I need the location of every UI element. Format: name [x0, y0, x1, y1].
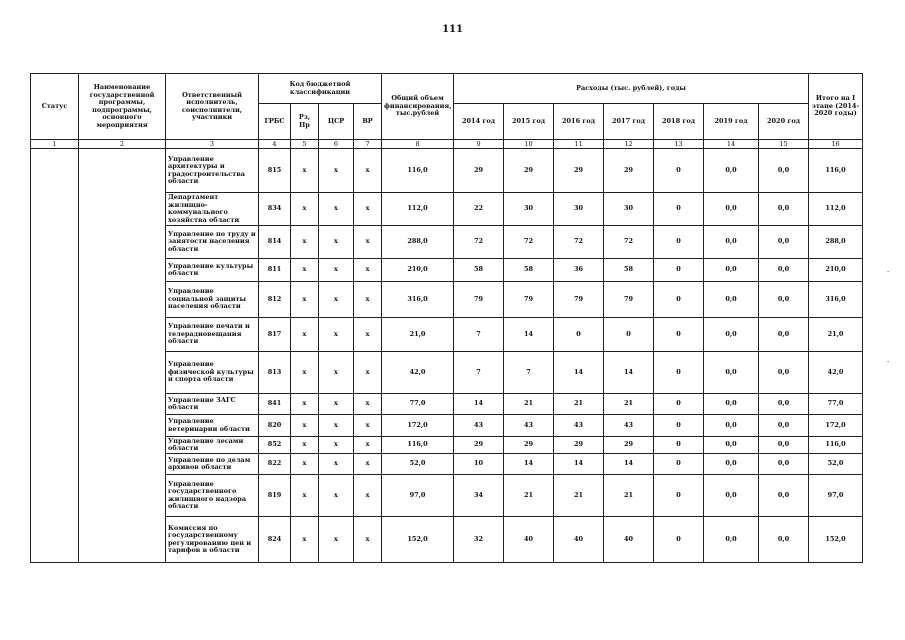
- total-cell: 116,0: [382, 437, 454, 454]
- csr-cell: х: [319, 352, 354, 394]
- rz-pr-cell: х: [291, 415, 319, 437]
- csr-cell: х: [319, 259, 354, 282]
- year-2019-cell: 0,0: [704, 282, 759, 318]
- year-2020-cell: 0,0: [759, 226, 809, 259]
- column-number: 13: [654, 140, 704, 149]
- column-number: 7: [354, 140, 382, 149]
- year-2017-cell: 29: [604, 149, 654, 193]
- grbs-cell: 813: [259, 352, 291, 394]
- year-2014-cell: 14: [454, 394, 504, 415]
- year-2016-cell: 29: [554, 437, 604, 454]
- year-2017-cell: 14: [604, 454, 654, 475]
- column-number: 14: [704, 140, 759, 149]
- year-2015-cell: 79: [504, 282, 554, 318]
- year-2014-cell: 79: [454, 282, 504, 318]
- year-2014-cell: 34: [454, 475, 504, 517]
- executor-cell: Управление ЗАГС области: [166, 394, 259, 415]
- rz-pr-cell: х: [291, 517, 319, 563]
- rz-pr-cell: х: [291, 437, 319, 454]
- year-2019-cell: 0,0: [704, 318, 759, 352]
- year-2015-cell: 43: [504, 415, 554, 437]
- year-2016-cell: 30: [554, 193, 604, 226]
- year-2019-cell: 0,0: [704, 517, 759, 563]
- column-number: 8: [382, 140, 454, 149]
- year-2014-cell: 29: [454, 437, 504, 454]
- csr-cell: х: [319, 149, 354, 193]
- scan-mark: -: [887, 268, 890, 276]
- csr-cell: х: [319, 437, 354, 454]
- year-2017-cell: 40: [604, 517, 654, 563]
- year-2018-cell: 0: [654, 282, 704, 318]
- year-2019-cell: 0,0: [704, 193, 759, 226]
- year-2017-cell: 0: [604, 318, 654, 352]
- year-2015-cell: 14: [504, 454, 554, 475]
- column-number: 1: [31, 140, 79, 149]
- year-2020-cell: 0,0: [759, 193, 809, 226]
- grbs-cell: 852: [259, 437, 291, 454]
- vr-cell: х: [354, 415, 382, 437]
- year-2016-cell: 43: [554, 415, 604, 437]
- vr-cell: х: [354, 352, 382, 394]
- year-2015-cell: 29: [504, 149, 554, 193]
- year-2016-cell: 21: [554, 394, 604, 415]
- stage-total-cell: 97,0: [809, 475, 863, 517]
- year-2015-cell: 40: [504, 517, 554, 563]
- total-cell: 210,0: [382, 259, 454, 282]
- rz-pr-cell: х: [291, 149, 319, 193]
- year-2015-cell: 21: [504, 475, 554, 517]
- rz-pr-cell: х: [291, 282, 319, 318]
- csr-cell: х: [319, 193, 354, 226]
- year-2016-cell: 79: [554, 282, 604, 318]
- total-cell: 77,0: [382, 394, 454, 415]
- executor-cell: Управление печати и телерадиовещания области: [166, 318, 259, 352]
- column-number: 9: [454, 140, 504, 149]
- total-cell: 52,0: [382, 454, 454, 475]
- header-year-2017: 2017 год: [604, 104, 654, 140]
- year-2015-cell: 72: [504, 226, 554, 259]
- page-number: 111: [442, 24, 463, 35]
- rz-pr-cell: х: [291, 226, 319, 259]
- stage-total-cell: 52,0: [809, 454, 863, 475]
- header-grbs: ГРБС: [259, 104, 291, 140]
- year-2018-cell: 0: [654, 193, 704, 226]
- header-year-2019: 2019 год: [704, 104, 759, 140]
- total-cell: 97,0: [382, 475, 454, 517]
- grbs-cell: 834: [259, 193, 291, 226]
- year-2020-cell: 0,0: [759, 517, 809, 563]
- executor-cell: Департамент жилищно-коммунального хозяйства области: [166, 193, 259, 226]
- year-2014-cell: 22: [454, 193, 504, 226]
- total-cell: 152,0: [382, 517, 454, 563]
- header-program-name: Наименование государственной программы, подпрограммы, основного мероприятия: [79, 74, 166, 140]
- grbs-cell: 822: [259, 454, 291, 475]
- vr-cell: х: [354, 517, 382, 563]
- header-expenses: Расходы (тыс. рублей), годы: [454, 74, 809, 104]
- year-2018-cell: 0: [654, 318, 704, 352]
- grbs-cell: 814: [259, 226, 291, 259]
- header-year-2015: 2015 год: [504, 104, 554, 140]
- total-cell: 116,0: [382, 149, 454, 193]
- year-2014-cell: 72: [454, 226, 504, 259]
- year-2019-cell: 0,0: [704, 437, 759, 454]
- executor-cell: Управление физической культуры и спорта области: [166, 352, 259, 394]
- stage-total-cell: 21,0: [809, 318, 863, 352]
- grbs-cell: 811: [259, 259, 291, 282]
- stage-total-cell: 42,0: [809, 352, 863, 394]
- rz-pr-cell: х: [291, 193, 319, 226]
- stage-total-cell: 152,0: [809, 517, 863, 563]
- year-2014-cell: 7: [454, 352, 504, 394]
- grbs-cell: 815: [259, 149, 291, 193]
- vr-cell: х: [354, 437, 382, 454]
- vr-cell: х: [354, 318, 382, 352]
- year-2019-cell: 0,0: [704, 226, 759, 259]
- csr-cell: х: [319, 517, 354, 563]
- column-number: 11: [554, 140, 604, 149]
- header-status: Статус: [31, 74, 79, 140]
- year-2017-cell: 72: [604, 226, 654, 259]
- scan-mark: -: [887, 358, 890, 366]
- executor-cell: Управление лесами области: [166, 437, 259, 454]
- total-cell: 316,0: [382, 282, 454, 318]
- year-2017-cell: 43: [604, 415, 654, 437]
- stage-total-cell: 116,0: [809, 149, 863, 193]
- year-2018-cell: 0: [654, 454, 704, 475]
- rz-pr-cell: х: [291, 454, 319, 475]
- year-2016-cell: 36: [554, 259, 604, 282]
- year-2014-cell: 58: [454, 259, 504, 282]
- column-number: 12: [604, 140, 654, 149]
- column-number: 16: [809, 140, 863, 149]
- year-2016-cell: 72: [554, 226, 604, 259]
- year-2018-cell: 0: [654, 352, 704, 394]
- header-year-2020: 2020 год: [759, 104, 809, 140]
- grbs-cell: 841: [259, 394, 291, 415]
- year-2015-cell: 14: [504, 318, 554, 352]
- vr-cell: х: [354, 394, 382, 415]
- year-2015-cell: 7: [504, 352, 554, 394]
- vr-cell: х: [354, 475, 382, 517]
- stage-total-cell: 116,0: [809, 437, 863, 454]
- header-executor: Ответственный исполнитель, соисполнители, участники: [166, 74, 259, 140]
- header-total-volume: Общий объем финансирования, тыс.рублей: [382, 74, 454, 140]
- year-2020-cell: 0,0: [759, 454, 809, 475]
- rz-pr-cell: х: [291, 394, 319, 415]
- year-2018-cell: 0: [654, 394, 704, 415]
- column-number: 5: [291, 140, 319, 149]
- year-2014-cell: 32: [454, 517, 504, 563]
- rz-pr-cell: х: [291, 352, 319, 394]
- year-2020-cell: 0,0: [759, 149, 809, 193]
- executor-cell: Управление архитектуры и градостроительства области: [166, 149, 259, 193]
- csr-cell: х: [319, 226, 354, 259]
- rz-pr-cell: х: [291, 318, 319, 352]
- executor-cell: Управление ветеринарии области: [166, 415, 259, 437]
- year-2016-cell: 0: [554, 318, 604, 352]
- year-2014-cell: 29: [454, 149, 504, 193]
- grbs-cell: 819: [259, 475, 291, 517]
- table-header: [31, 74, 863, 149]
- executor-cell: Управление государственного жилищного надзора области: [166, 475, 259, 517]
- column-number: 10: [504, 140, 554, 149]
- year-2018-cell: 0: [654, 475, 704, 517]
- stage-total-cell: 316,0: [809, 282, 863, 318]
- year-2015-cell: 21: [504, 394, 554, 415]
- vr-cell: х: [354, 149, 382, 193]
- year-2019-cell: 0,0: [704, 394, 759, 415]
- year-2017-cell: 58: [604, 259, 654, 282]
- year-2017-cell: 29: [604, 437, 654, 454]
- csr-cell: х: [319, 415, 354, 437]
- total-cell: 288,0: [382, 226, 454, 259]
- header-year-2018: 2018 год: [654, 104, 704, 140]
- year-2020-cell: 0,0: [759, 415, 809, 437]
- year-2020-cell: 0,0: [759, 259, 809, 282]
- year-2020-cell: 0,0: [759, 282, 809, 318]
- header-budget-code: Код бюджетной классификации: [259, 74, 382, 104]
- header-rz-pr: Рз, Пр: [291, 104, 319, 140]
- year-2015-cell: 30: [504, 193, 554, 226]
- year-2016-cell: 14: [554, 454, 604, 475]
- executor-cell: Управление социальной защиты населения области: [166, 282, 259, 318]
- year-2018-cell: 0: [654, 149, 704, 193]
- header-csr: ЦСР: [319, 104, 354, 140]
- grbs-cell: 812: [259, 282, 291, 318]
- year-2014-cell: 43: [454, 415, 504, 437]
- csr-cell: х: [319, 282, 354, 318]
- year-2017-cell: 21: [604, 475, 654, 517]
- vr-cell: х: [354, 454, 382, 475]
- column-number: 2: [79, 140, 166, 149]
- grbs-cell: 824: [259, 517, 291, 563]
- executor-cell: Комиссия по государственному регулированию цен и тарифов в области: [166, 517, 259, 563]
- year-2017-cell: 21: [604, 394, 654, 415]
- header-stage-total: Итого на I этапе (2014-2020 годы): [809, 74, 863, 140]
- csr-cell: х: [319, 318, 354, 352]
- vr-cell: х: [354, 226, 382, 259]
- year-2017-cell: 30: [604, 193, 654, 226]
- year-2015-cell: 58: [504, 259, 554, 282]
- header-year-2016: 2016 год: [554, 104, 604, 140]
- table-row: [31, 149, 863, 193]
- year-2019-cell: 0,0: [704, 475, 759, 517]
- total-cell: 112,0: [382, 193, 454, 226]
- rz-pr-cell: х: [291, 475, 319, 517]
- stage-total-cell: 77,0: [809, 394, 863, 415]
- stage-total-cell: 288,0: [809, 226, 863, 259]
- year-2019-cell: 0,0: [704, 454, 759, 475]
- executor-cell: Управление культуры области: [166, 259, 259, 282]
- total-cell: 42,0: [382, 352, 454, 394]
- budget-table: [30, 73, 863, 563]
- year-2016-cell: 21: [554, 475, 604, 517]
- header-vr: ВР: [354, 104, 382, 140]
- stage-total-cell: 210,0: [809, 259, 863, 282]
- column-number: 6: [319, 140, 354, 149]
- year-2018-cell: 0: [654, 259, 704, 282]
- vr-cell: х: [354, 259, 382, 282]
- year-2020-cell: 0,0: [759, 437, 809, 454]
- header-year-2014: 2014 год: [454, 104, 504, 140]
- year-2018-cell: 0: [654, 226, 704, 259]
- grbs-cell: 817: [259, 318, 291, 352]
- csr-cell: х: [319, 454, 354, 475]
- status-cell: [31, 149, 79, 563]
- total-cell: 21,0: [382, 318, 454, 352]
- total-cell: 172,0: [382, 415, 454, 437]
- vr-cell: х: [354, 193, 382, 226]
- year-2020-cell: 0,0: [759, 318, 809, 352]
- csr-cell: х: [319, 394, 354, 415]
- year-2018-cell: 0: [654, 415, 704, 437]
- stage-total-cell: 172,0: [809, 415, 863, 437]
- year-2014-cell: 10: [454, 454, 504, 475]
- year-2017-cell: 79: [604, 282, 654, 318]
- column-number: 3: [166, 140, 259, 149]
- year-2015-cell: 29: [504, 437, 554, 454]
- year-2018-cell: 0: [654, 437, 704, 454]
- year-2020-cell: 0,0: [759, 475, 809, 517]
- column-number: 15: [759, 140, 809, 149]
- year-2019-cell: 0,0: [704, 149, 759, 193]
- program-name-cell: [79, 149, 166, 563]
- year-2020-cell: 0,0: [759, 394, 809, 415]
- csr-cell: х: [319, 475, 354, 517]
- year-2016-cell: 29: [554, 149, 604, 193]
- year-2019-cell: 0,0: [704, 415, 759, 437]
- column-number-row: [31, 140, 863, 149]
- year-2017-cell: 14: [604, 352, 654, 394]
- year-2016-cell: 40: [554, 517, 604, 563]
- column-number: 4: [259, 140, 291, 149]
- table-body: [31, 149, 863, 563]
- executor-cell: Управление по труду и занятости населения области: [166, 226, 259, 259]
- rz-pr-cell: х: [291, 259, 319, 282]
- year-2016-cell: 14: [554, 352, 604, 394]
- year-2020-cell: 0,0: [759, 352, 809, 394]
- stage-total-cell: 112,0: [809, 193, 863, 226]
- executor-cell: Управление по делам архивов области: [166, 454, 259, 475]
- year-2018-cell: 0: [654, 517, 704, 563]
- year-2014-cell: 7: [454, 318, 504, 352]
- grbs-cell: 820: [259, 415, 291, 437]
- year-2019-cell: 0,0: [704, 259, 759, 282]
- vr-cell: х: [354, 282, 382, 318]
- year-2019-cell: 0,0: [704, 352, 759, 394]
